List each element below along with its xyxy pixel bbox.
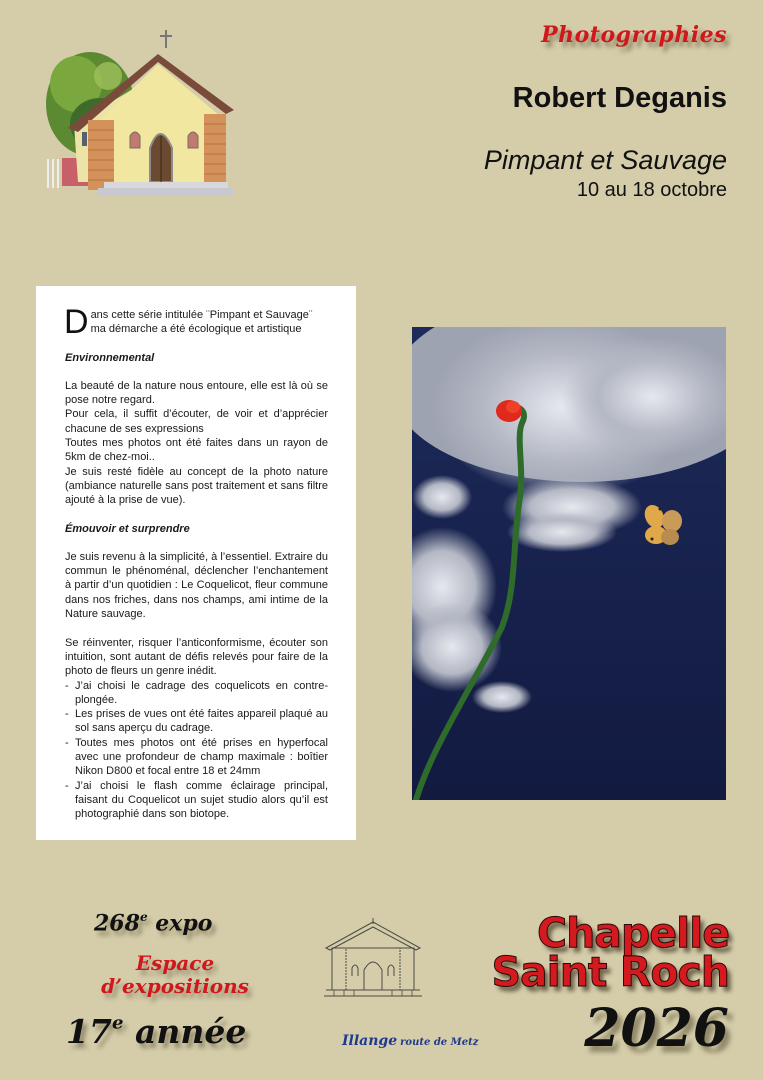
location-street: route de Metz	[400, 1037, 479, 1048]
exhibition-dates: 10 au 18 octobre	[576, 179, 727, 201]
section-heading-environnemental: Environnemental	[65, 351, 155, 364]
list-item: - J’ai choisi le cadrage des coquelicots en contre-plongée.	[65, 679, 328, 708]
season-year: 2026	[584, 998, 729, 1059]
poppy-butterfly-photo	[412, 327, 726, 800]
section1-paragraph: Toutes mes photos ont été faites dans un rayon de 5km de chez-moi..	[65, 437, 328, 464]
venue-line-2: Saint Roch	[491, 948, 729, 996]
list-item: - Toutes mes photos ont été prises en hyperfocal avec une profondeur de champ maximale : boîtier Nikon D800 et focal entre 18 et 24mm	[65, 736, 328, 779]
expo-number	[94, 910, 212, 937]
space-line-1: Espace	[135, 951, 215, 975]
section1-paragraph: Pour cela, il suffit d’écouter, de voir et d’apprécier chacune de ses expressions	[65, 408, 328, 435]
venue-name	[491, 909, 729, 996]
location-label	[342, 1033, 478, 1049]
space-line-2: d’expositions	[101, 974, 249, 998]
chapel-sketch-logo	[320, 918, 426, 1000]
edition-year-count	[66, 1012, 246, 1051]
year-label: année	[123, 1012, 247, 1051]
dropcap-letter: D	[64, 303, 89, 341]
section1-paragraph: Je suis resté fidèle au concept de la photo nature (ambiance naturelle sans post traitement et sans filtre ajouté à la prise de vue).	[65, 465, 328, 507]
list-item: - J’ai choisi le flash comme éclairage principal, faisant du Coquelicot un sujet studio alors qu’il est photographié dans son biotope.	[65, 779, 328, 822]
location-town: Illange	[342, 1033, 398, 1049]
artist-statement-panel	[36, 286, 356, 840]
intro-line-1: ans cette série intitulée ¨Pimpant et Sauvage¨	[90, 309, 313, 321]
year-count: 17	[66, 1012, 112, 1051]
section1-paragraph: La beauté de la nature nous entoure, elle est là où se pose notre regard.	[65, 379, 328, 407]
technique-list	[65, 679, 328, 822]
chapel-watercolor-illustration	[38, 24, 238, 202]
year-ordinal: e	[111, 1012, 124, 1034]
venue-line-1: Chapelle	[536, 909, 729, 957]
intro-paragraph	[64, 303, 328, 341]
expo-label: expo	[147, 910, 213, 937]
section-heading-emouvoir: Émouvoir et surprendre	[65, 522, 190, 535]
category-label: Photographies	[541, 22, 727, 48]
section2-paragraph: Se réinventer, risquer l’anticonformisme, écouter son intuition, sont autant de défis relevés pour faire de la photo de fleurs un genre inédit.	[65, 636, 328, 678]
expo-ordinal: e	[139, 910, 148, 924]
intro-line-2: ma démarche a été écologique et artistique	[90, 323, 302, 336]
section2-paragraph: Je suis revenu à la simplicité, à l’essentiel. Extraire du commun le phénoménal, déclencher l’enchantement à partir d’un quotidien : Le Coquelicot, fleur commune dans nos friches, dans nos champs, ami intime de la Nature sauvage.	[65, 550, 328, 621]
expo-count: 268	[94, 910, 140, 937]
exhibition-space-label	[50, 952, 300, 998]
series-title: Pimpant et Sauvage	[483, 145, 727, 175]
list-item: - Les prises de vues ont été faites appareil plaqué au sol sans aperçu du cadrage.	[65, 707, 328, 736]
artist-name: Robert Deganis	[512, 82, 727, 114]
